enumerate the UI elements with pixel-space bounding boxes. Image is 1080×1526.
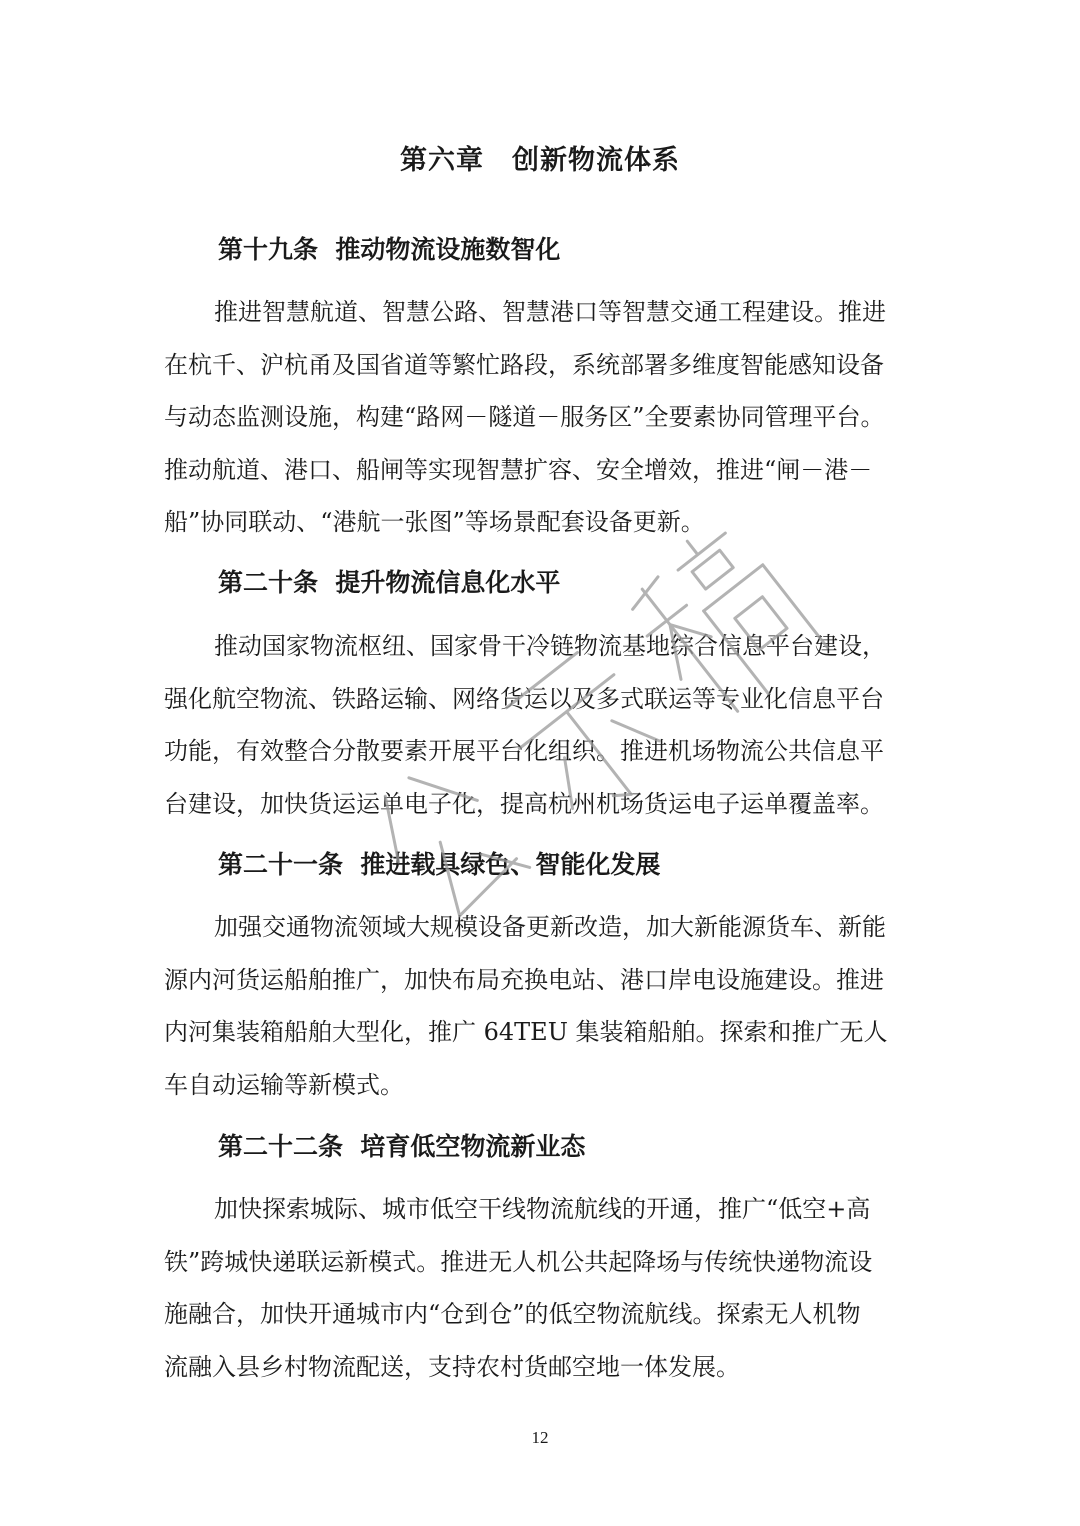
article-heading-21: 第二十一条 推进载具绿色、智能化发展 <box>218 850 661 879</box>
article-heading-22: 第二十二条 培育低空物流新业态 <box>218 1132 586 1161</box>
paragraph-line: 强化航空物流、铁路运输、网络货运以及多式联运等专业化信息平台 <box>164 684 884 713</box>
paragraph-line: 在杭千、沪杭甬及国省道等繁忙路段，系统部署多维度智能感知设备 <box>164 350 884 379</box>
paragraph-line: 内河集装箱船舶大型化，推广 64TEU 集装箱船舶。探索和推广无人 <box>164 1018 888 1046</box>
paragraph-line: 施融合，加快开通城市内“仓到仓”的低空物流航线。探索无人机物 <box>164 1300 861 1328</box>
paragraph-line: 加强交通物流领域大规模设备更新改造，加大新能源货车、新能 <box>214 913 886 941</box>
paragraph-line: 流融入县乡村物流配送，支持农村货邮空地一体发展。 <box>164 1352 740 1381</box>
page-number: 12 <box>531 1428 549 1447</box>
paragraph-line: 与动态监测设施，构建“路网－隧道－服务区”全要素协同管理平台。 <box>164 403 885 431</box>
paragraph-line: 加快探索城际、城市低空干线物流航线的开通，推广“低空+高 <box>214 1195 871 1223</box>
paragraph-line: 源内河货运船舶推广，加快布局充换电站、港口岸电设施建设。推进 <box>164 965 884 994</box>
article-heading-20: 第二十条 提升物流信息化水平 <box>218 568 561 597</box>
paragraph-line: 推进智慧航道、智慧公路、智慧港口等智慧交通工程建设。推进 <box>214 298 886 326</box>
paragraph-line: 功能，有效整合分散要素开展平台化组织。推进机场物流公共信息平 <box>164 737 884 765</box>
paragraph-line: 铁”跨城快递联运新模式。推进无人机公共起降场与传统快递物流设 <box>164 1247 873 1276</box>
article-body-21 <box>164 901 924 1111</box>
paragraph-line: 推动航道、港口、船闸等实现智慧扩容、安全增效，推进“闸－港－ <box>164 455 873 484</box>
article-body-22 <box>164 1183 924 1393</box>
paragraph-line: 船”协同联动、“港航一张图”等场景配套设备更新。 <box>164 508 705 536</box>
paragraph-line: 车自动运输等新模式。 <box>164 1070 404 1099</box>
chapter-title: 第六章 创新物流体系 <box>400 145 680 176</box>
article-body-19 <box>164 286 924 549</box>
article-body-20 <box>164 620 924 830</box>
article-heading-19: 第十九条 推动物流设施数智化 <box>218 235 561 264</box>
paragraph-line: 台建设，加快货运运单电子化，提高杭州机场货运电子运单覆盖率。 <box>164 789 884 818</box>
paragraph-line: 推动国家物流枢纽、国家骨干冷链物流基地综合信息平台建设， <box>214 632 886 660</box>
